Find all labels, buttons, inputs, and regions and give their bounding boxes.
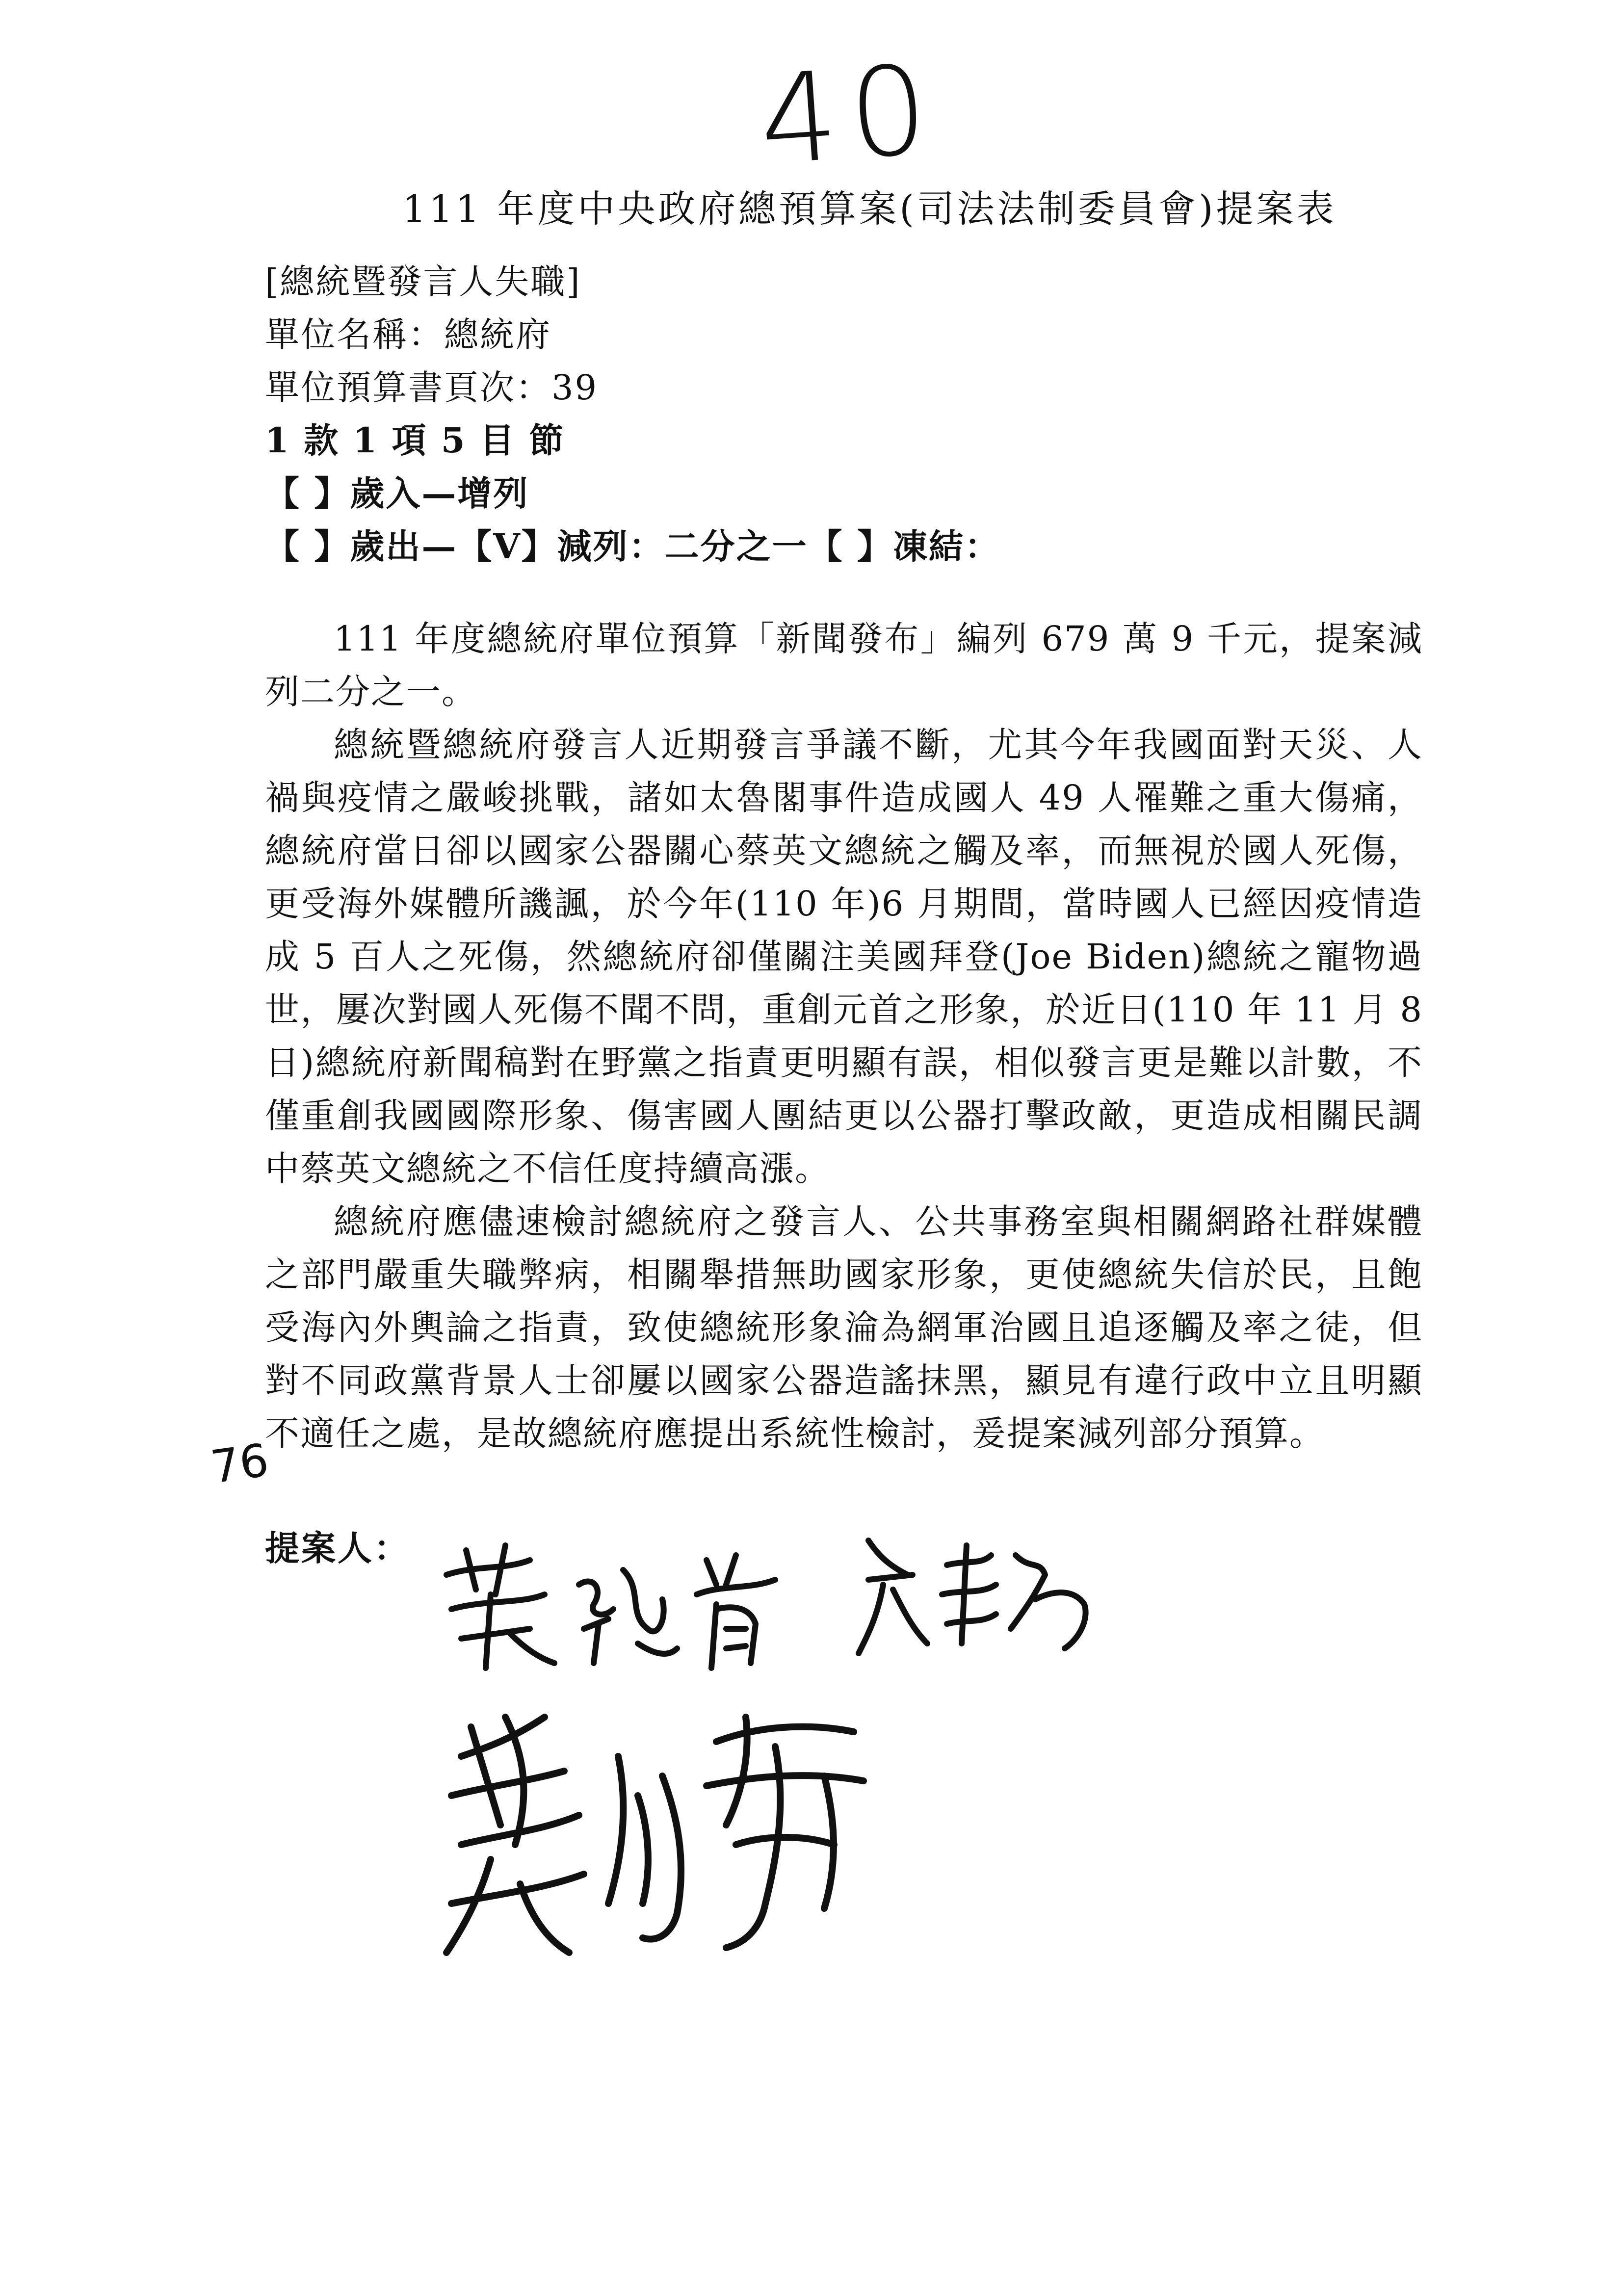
body-paragraph: 總統府應儘速檢討總統府之發言人、公共事務室與相關網路社群媒體之部門嚴重失職弊病，相關舉措無助國家形象，更使總統失信於民，且飽受海內外輿論之指責，致使總統形象淪為網軍治國且追逐觸及率之徒，但對不同政黨背景人士卻屢以國家公器造謠抹黑，顯見有違行政中立且明顯不適任之處，是故總統府應提出系統性檢討，爰提案減列部分預算。 <box>265 1201 1423 1454</box>
handwritten-margin-note: 76 <box>208 1434 272 1494</box>
budget-page-ref: 單位預算書頁次：39 <box>265 367 599 408</box>
handwritten-page-number: 40 <box>755 37 944 193</box>
document-title: 111 年度中央政府總預算案(司法法制委員會)提案表 <box>402 187 1337 231</box>
signature-3 <box>432 1697 922 1972</box>
signature-1 <box>432 1531 814 1678</box>
body-paragraph: 111 年度總統府單位預算「新聞發布」編列 679 萬 9 千元，提案減列二分之一。 <box>265 619 1423 712</box>
signature-2 <box>849 1526 1104 1658</box>
expenditure-option: 【 】歲出—【V】減列：二分之一【 】凍結： <box>265 526 1001 567</box>
revenue-option: 【 】歲入—增列 <box>265 473 529 514</box>
budget-item-ref: 1 款 1 項 5 目 節 <box>265 420 565 461</box>
unit-name: 單位名稱：總統府 <box>265 314 551 355</box>
body-paragraph: 總統暨總統府發言人近期發言爭議不斷，尤其今年我國面對天災、人禍與疫情之嚴峻挑戰，諸如太魯閣事件造成國人 49 人罹難之重大傷痛，總統府當日卻以國家公器關心蔡英文總統之觸及率，而無視於國人死傷，更受海外媒體所譏諷，於今年(110 年)6 月期間，當時國人已經因疫情造成 5 百人之死傷，然總統府卻僅關注美國拜登(Joe Biden)總統之寵物過世，屢次對國人死傷不聞不問，重創元首之形象，於近日(110 年 11 月 8 日)總統府新聞稿對在野黨之指責更明顯有誤，相似發言更是難以計數，不僅重創我國國際形象、傷害國人團結更以公器打擊政敵，更造成相關民調中蔡英文總統之不信任度持續高漲。 <box>265 725 1423 1189</box>
proposal-header <box>265 255 1000 573</box>
proposal-body <box>265 612 1423 1460</box>
proposer-label: 提案人： <box>265 1528 410 1568</box>
proposal-subject: [總統暨發言人失職] <box>265 261 581 302</box>
